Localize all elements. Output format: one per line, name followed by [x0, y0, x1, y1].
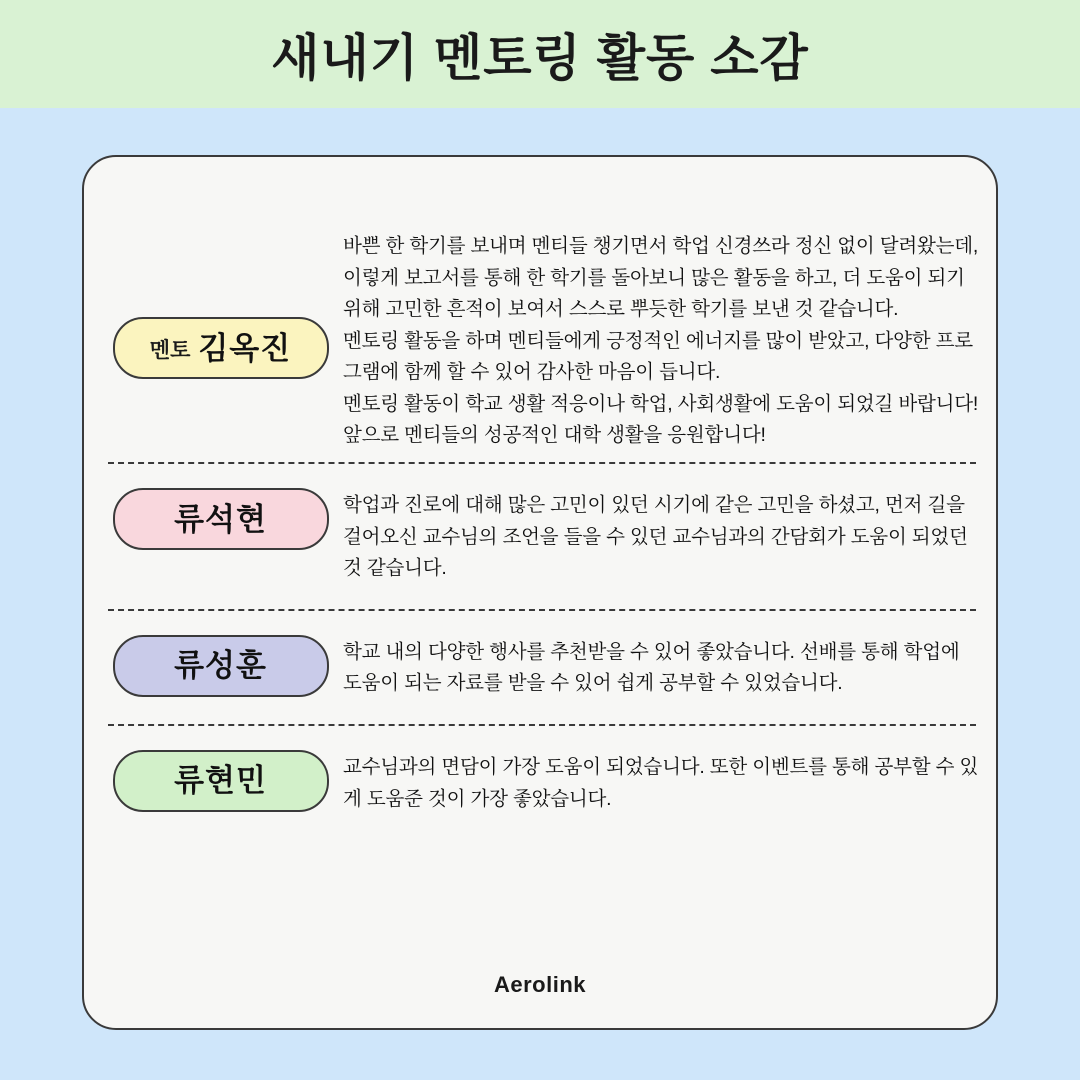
page-title: 새내기 멘토링 활동 소감 — [271, 30, 809, 86]
comment-paragraph: 멘토링 활동을 하며 멘티들에게 긍정적인 에너지를 많이 받았고, 다양한 프로그램에 함께 할 수 있어 감사한 마음이 듭니다. — [343, 329, 973, 384]
brand-logo: Aerolink — [493, 972, 587, 997]
person-name: 류현민 — [174, 763, 267, 799]
name-badge-ryu-seokhyun — [113, 488, 329, 550]
name-column — [98, 726, 343, 812]
name-badge-ryu-seonghun — [113, 635, 329, 697]
name-column — [98, 231, 343, 379]
list-item — [98, 231, 986, 452]
list-item — [98, 611, 986, 700]
person-name: 류성훈 — [174, 648, 267, 684]
list-item — [98, 464, 986, 585]
content-card — [82, 155, 998, 1030]
testimonial-list — [98, 231, 986, 815]
role-tag: 멘토 — [149, 338, 191, 362]
spacer — [98, 700, 986, 714]
comment-paragraph: 멘토링 활동이 학교 생활 적응이나 학업, 사회생활에 도움이 되었길 바랍니다! 앞으로 멘티들의 성공적인 대학 생활을 응원합니다! — [343, 392, 979, 447]
comment-paragraph: 학업과 진로에 대해 많은 고민이 있던 시기에 같은 고민을 하셨고, 먼저 길을 걸어오신 교수님의 조언을 들을 수 있던 교수님과의 간담회가 도움이 되었던 것 같습니다. — [343, 494, 968, 580]
spacer — [98, 585, 986, 599]
name-badge-ryu-hyunmin — [113, 750, 329, 812]
person-name: 김옥진 — [198, 330, 292, 366]
header-band — [0, 0, 1080, 108]
person-name: 류석현 — [174, 501, 267, 537]
comment-column — [343, 231, 986, 452]
comment-column — [343, 464, 986, 585]
comment-paragraph: 바쁜 한 학기를 보내며 멘티들 챙기면서 학업 신경쓰라 정신 없이 달려왔는데, 이렇게 보고서를 통해 한 학기를 돌아보니 많은 활동을 하고, 더 도움이 되기 위해 고민한 흔적이 보여서 스스로 뿌듯한 학기를 보낸 것 같습니다. — [343, 235, 979, 321]
comment-paragraph: 교수님과의 면담이 가장 도움이 되었습니다. 또한 이벤트를 통해 공부할 수 있게 도움준 것이 가장 좋았습니다. — [343, 755, 979, 810]
comment-paragraph: 학교 내의 다양한 행사를 추천받을 수 있어 좋았습니다. 선배를 통해 학업에 도움이 되는 자료를 받을 수 있어 쉽게 공부할 수 있었습니다. — [343, 640, 960, 695]
comment-column — [343, 726, 986, 815]
list-item — [98, 726, 986, 815]
name-column — [98, 464, 343, 550]
name-badge-kim — [113, 317, 329, 379]
comment-column — [343, 611, 986, 700]
name-column — [98, 611, 343, 697]
